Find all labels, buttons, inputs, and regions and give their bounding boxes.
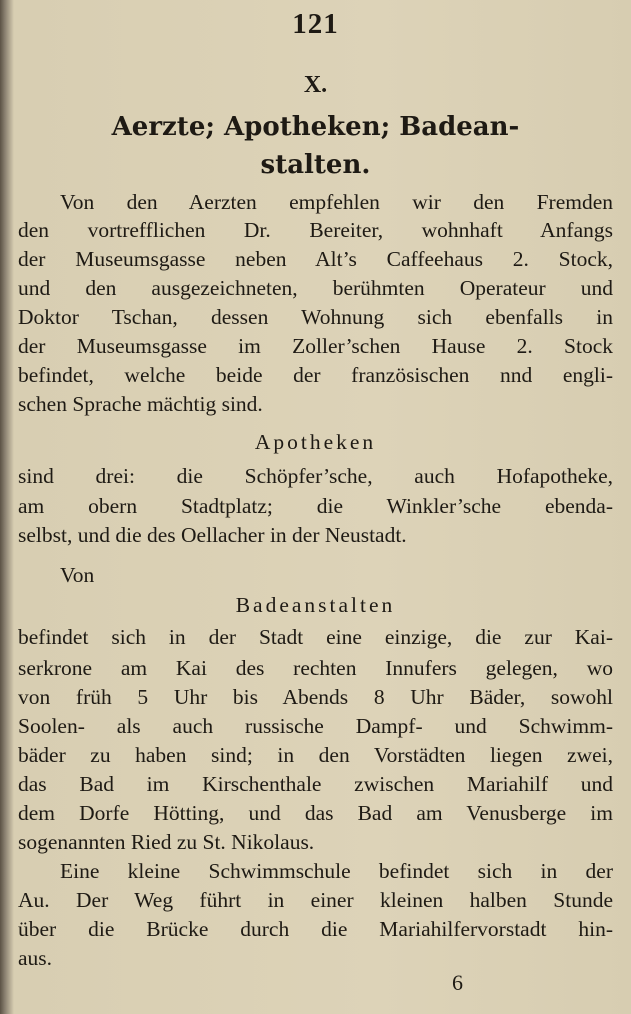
signature-mark: 6 [452, 970, 463, 995]
paragraph-line: am obern Stadtplatz; die Winkler’sche ebenda- [18, 494, 613, 518]
paragraph-line: den vortrefflichen Dr. Bereiter, wohnhaft Anfangs [18, 218, 613, 242]
paragraph-line: das Bad im Kirschenthale zwischen Mariahilf und [18, 772, 613, 796]
paragraph-line: schen Sprache mächtig sind. [18, 392, 263, 416]
chapter-number: X. [303, 72, 328, 98]
paragraph-line: der Museumsgasse im Zoller’schen Hause 2. Stock [18, 334, 613, 358]
paragraph-line: Doktor Tschan, dessen Wohnung sich ebenfalls in [18, 305, 613, 329]
paragraph-line: befindet, welche beide der französischen nnd engli- [18, 363, 613, 387]
paragraph-line: sind drei: die Schöpfer’sche, auch Hofapotheke, [18, 464, 613, 488]
paragraph-line: Eine kleine Schwimmschule befindet sich in der [60, 859, 613, 883]
paragraph-line: bäder zu haben sind; in den Vorstädten liegen zwei, [18, 743, 613, 767]
paragraph-line: befindet sich in der Stadt eine einzige, die zur Kai- [18, 625, 613, 649]
page-number: 121 [292, 8, 339, 40]
paragraph-line: Au. Der Weg führt in einer kleinen halben Stunde [18, 888, 613, 912]
paragraph-line: und den ausgezeichneten, berühmten Operateur und [18, 276, 613, 300]
paragraph-line: dem Dorfe Hötting, und das Bad am Venusberge im [18, 801, 613, 825]
chapter-title-line: Aerzte; Apotheken; Badean- [111, 112, 520, 142]
paragraph-line: der Museumsgasse neben Alt’s Caffeehaus 2. Stock, [18, 247, 613, 271]
section-heading-badeanstalten: Badeanstalten [235, 593, 396, 617]
chapter-title [0, 108, 631, 184]
paragraph-line-von: Von [60, 563, 95, 587]
paragraph-line: Von den Aerzten empfehlen wir den Fremden [60, 190, 613, 214]
paragraph-line: aus. [18, 946, 53, 970]
section-heading-apotheken: Apotheken [254, 430, 377, 454]
paragraph-line: Soolen- als auch russische Dampf- und Schwimm- [18, 714, 613, 738]
paragraph-line: selbst, und die des Oellacher in der Neustadt. [18, 523, 407, 547]
paragraph-line: sogenannten Ried zu St. Nikolaus. [18, 830, 315, 854]
paragraph-line: serkrone am Kai des rechten Innufers gelegen, wo [18, 656, 613, 680]
paragraph-line: über die Brücke durch die Mariahilfervorstadt hin- [18, 917, 613, 941]
chapter-title-line: stalten. [260, 150, 371, 180]
paragraph-line: von früh 5 Uhr bis Abends 8 Uhr Bäder, sowohl [18, 685, 613, 709]
